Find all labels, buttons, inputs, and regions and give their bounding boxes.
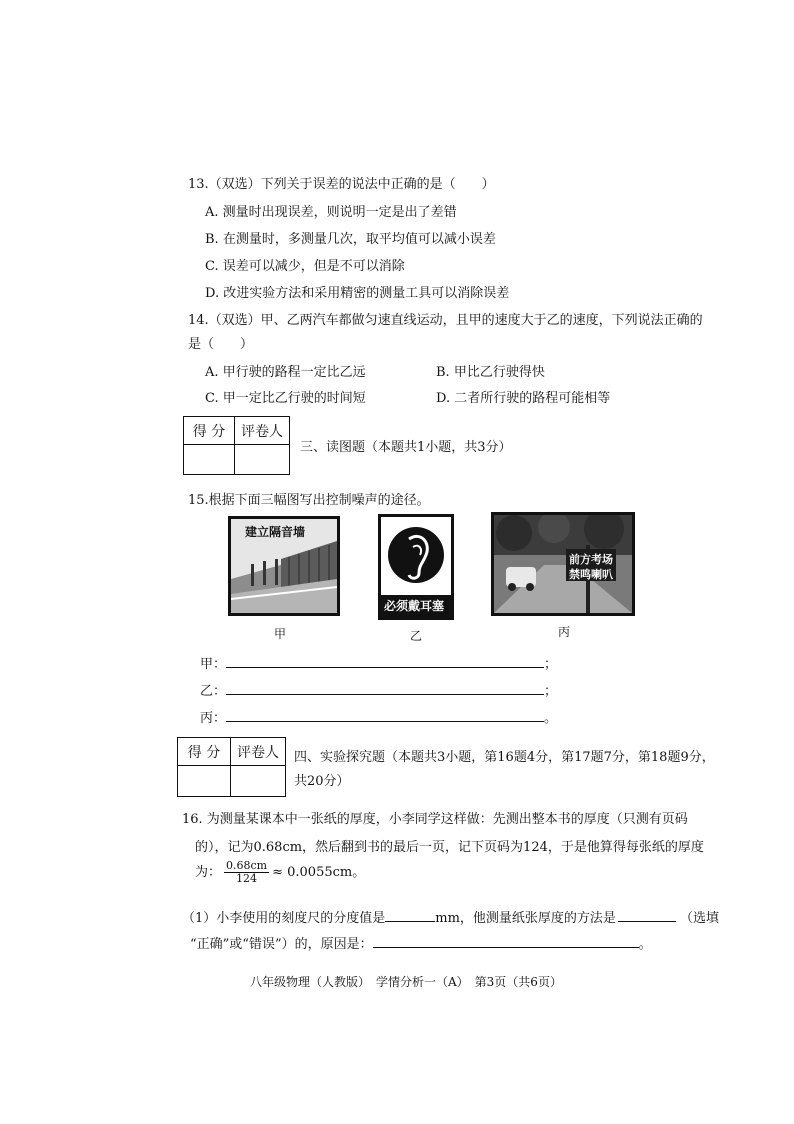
q14-stem-line1: 14.（双选）甲、乙两汽车都做匀速直线运动，且甲的速度大于乙的速度，下列说法正确的 [188, 313, 703, 328]
image-earplug-sign [378, 514, 454, 620]
q14-option-b: B. 甲比乙行驶得快 [436, 365, 545, 380]
q16-sub1-a: （1）小李使用的刻度尺的分度值是 [182, 911, 386, 926]
sign-text-line1: 前方考场 [569, 553, 613, 566]
answer-label-yi: 乙： [200, 684, 227, 699]
answer-end-yi: ； [544, 684, 558, 699]
q16-line3-prefix: 为： [195, 865, 222, 880]
answer-blank-yi[interactable] [226, 682, 544, 695]
q15-stem: 15.根据下面三幅图写出控制噪声的途径。 [188, 493, 430, 508]
answer-end-jia: ； [544, 657, 558, 672]
q16-sub1-line2 [190, 933, 652, 952]
grader-cell[interactable] [235, 445, 290, 475]
q16-sub1-line2-a: “正确”或“错误”）的，原因是： [190, 937, 373, 952]
section3-title: 三、读图题（本题共1小题，共3分） [300, 440, 512, 455]
answer-end-bing: 。 [544, 711, 558, 726]
answer-line-bing [200, 707, 557, 726]
answer-line-jia [200, 653, 557, 672]
fraction-denominator: 124 [236, 872, 258, 885]
score-cell[interactable] [178, 766, 231, 797]
grader-label: 评卷人 [235, 417, 290, 445]
q16-line2: 的），记为0.68cm，然后翻到书的最后一页，记下页码为124，于是他算得每张纸的厚度 [195, 840, 704, 855]
blank-method-correct[interactable] [618, 909, 676, 922]
image-sound-barrier [228, 516, 340, 616]
section4-title-line2: 共20分） [294, 774, 350, 789]
q14-stem-line2: 是（ ） [188, 337, 254, 352]
q16-line3 [195, 860, 365, 885]
q13-option-a: A. 测量时出现误差，则说明一定是出了差错 [205, 205, 457, 220]
q13-option-b: B. 在测量时，多测量几次，取平均值可以减小误差 [205, 232, 496, 247]
answer-line-yi [200, 680, 557, 699]
score-cell[interactable] [184, 445, 235, 475]
score-label: 得 分 [178, 738, 231, 766]
q13-option-d: D. 改进实验方法和采用精密的测量工具可以消除误差 [205, 286, 510, 301]
score-box-section3 [183, 416, 290, 475]
q14-option-d: D. 二者所行驶的路程可能相等 [436, 391, 611, 406]
score-box-section4 [177, 737, 286, 797]
blank-division-value[interactable] [385, 909, 435, 922]
answer-blank-bing[interactable] [226, 709, 544, 722]
caption-jia: 甲 [274, 627, 287, 641]
q16-sub1-c: （选填 [679, 911, 719, 926]
sign-text-earplug: 必须戴耳塞 [384, 599, 445, 613]
q14-option-a: A. 甲行驶的路程一定比乙远 [205, 365, 366, 380]
q13-stem: 13.（双选）下列关于误差的说法中正确的是（ ） [188, 177, 495, 192]
blank-reason[interactable] [373, 935, 639, 948]
score-label: 得 分 [184, 417, 235, 445]
q16-line3-suffix: ≈ 0.0055cm。 [272, 865, 366, 880]
grader-cell[interactable] [231, 766, 286, 797]
q16-sub1-line1 [182, 907, 719, 926]
q13-option-c: C. 误差可以减少，但是不可以消除 [205, 259, 405, 274]
section4-title-line1: 四、实验探究题（本题共3小题，第16题4分，第17题7分，第18题9分， [294, 750, 715, 765]
q16-sub1-line2-end: 。 [638, 937, 652, 952]
caption-yi: 乙 [410, 629, 423, 643]
sign-text-line2: 禁鸣喇叭 [569, 568, 613, 581]
q14-option-c: C. 甲一定比乙行驶的时间短 [205, 391, 366, 406]
q16-sub1-b: mm，他测量纸张厚度的方法是 [435, 911, 616, 926]
grader-label: 评卷人 [231, 738, 286, 766]
q16-line1: 16. 为测量某课本中一张纸的厚度，小李同学这样做：先测出整本书的厚度（只测有页码 [182, 812, 688, 827]
page-footer: 八年级物理（人教版） 学情分析一（A） 第3页（共6页） [250, 975, 562, 989]
answer-blank-jia[interactable] [226, 655, 544, 668]
answer-label-jia: 甲： [200, 657, 227, 672]
answer-label-bing: 丙： [200, 711, 227, 726]
fraction-numerator: 0.68cm [226, 859, 268, 872]
image-no-honking-sign [491, 512, 635, 616]
sign-text-sound-barrier: 建立隔音墙 [245, 525, 306, 539]
caption-bing: 丙 [558, 625, 571, 639]
thickness-fraction [224, 860, 269, 885]
